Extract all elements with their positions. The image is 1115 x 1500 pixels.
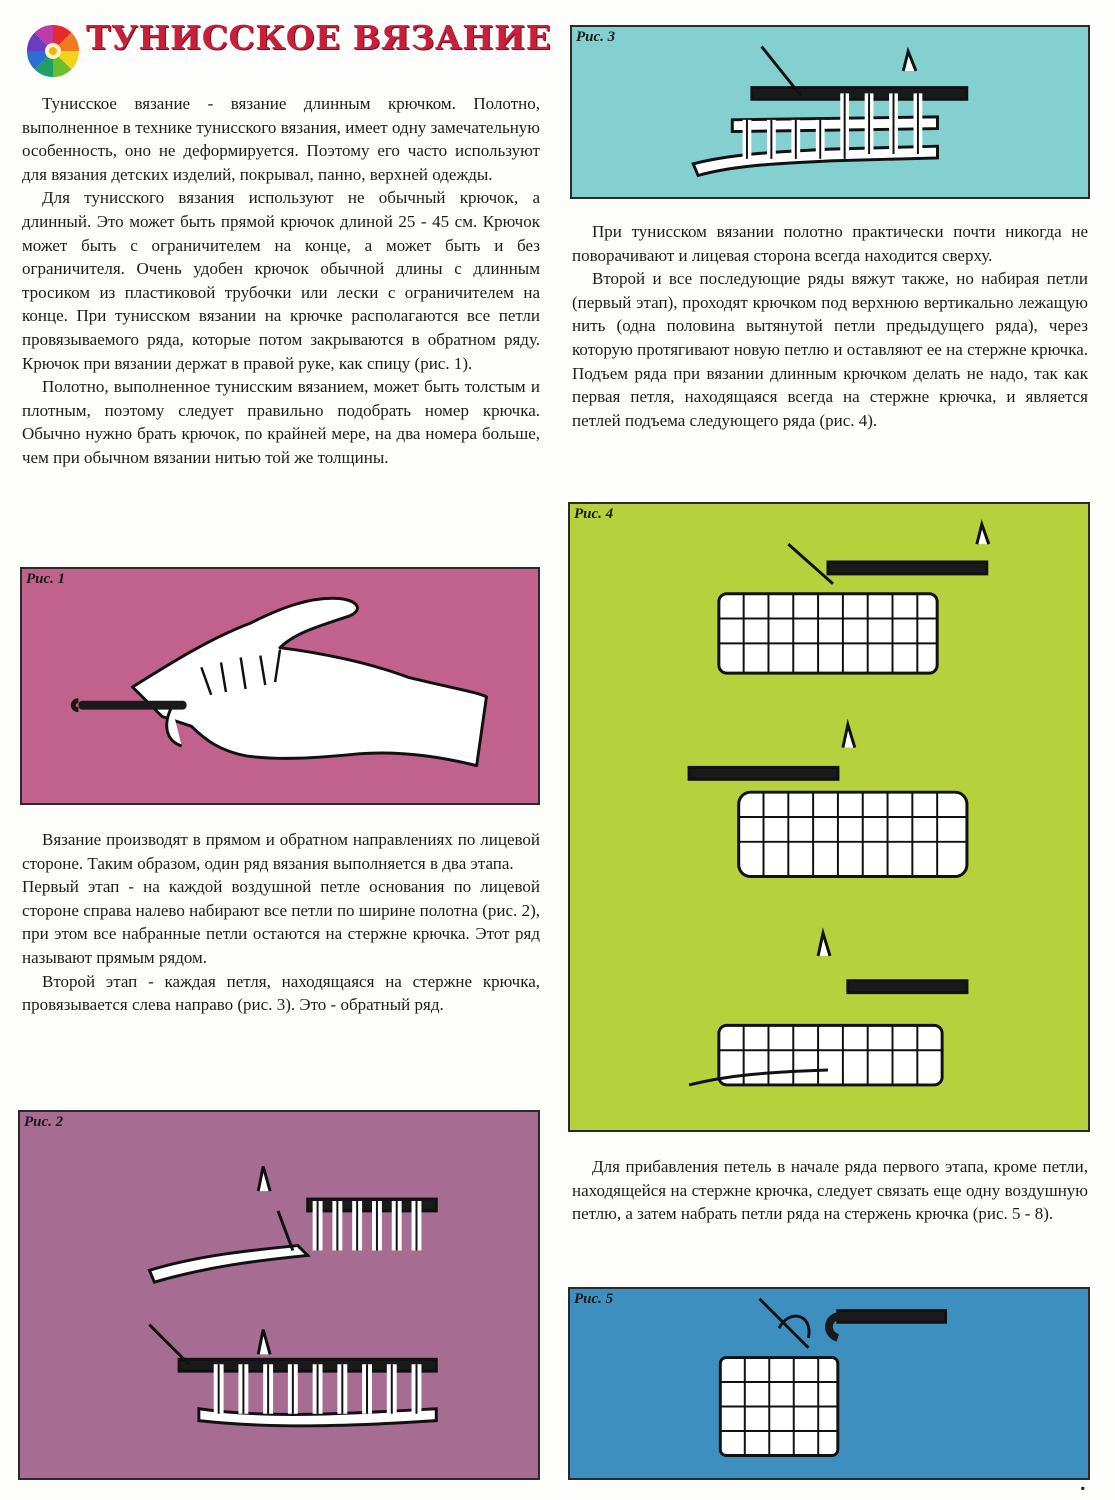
middle-paragraph-1: Вязание производят в прямом и обратном направлениях по лицевой стороне. Таким образом, один ряд вязания выполняется в два этапа. <box>22 830 540 873</box>
rainbow-wheel-logo-icon <box>26 24 80 78</box>
increase-stitch-illustration <box>570 1289 1088 1478</box>
page-mark: ▪ <box>1080 1481 1085 1495</box>
right-paragraph-1: При тунисском вязании полотно практически почти никогда не поворачивают и лицевая сторона всегда находится сверху. <box>572 222 1088 265</box>
figure-3 <box>570 25 1090 199</box>
figure-1-label: Рис. 1 <box>26 571 66 587</box>
reverse-row-illustration <box>572 27 1088 197</box>
page-title: ТУНИССКОЕ ВЯЗАНИЕ <box>86 18 552 57</box>
middle-paragraph-3: Второй этап - каждая петля, находящаяся на стержне крючка, провязывается слева направо (рис. 3). Это - обратный ряд. <box>22 971 540 1015</box>
right-bottom-text <box>572 1155 1088 1226</box>
figure-4 <box>568 502 1090 1132</box>
intro-paragraph-1: Тунисское вязание - вязание длинным крючком. Полотно, выполненное в технике тунисского вязания, имеет одну замечательную особенность, оно не деформируется. Поэтому его часто используют для вязания детских изделий, покрывал, панно, верхней одежды. <box>22 94 540 184</box>
figure-4-label: Рис. 4 <box>574 506 614 522</box>
intro-text <box>22 92 540 470</box>
second-row-illustration <box>570 504 1088 1130</box>
right-paragraph-3: Для прибавления петель в начале ряда первого этапа, кроме петли, находящейся на стержне крючка, следует связать еще одну воздушную петлю, а затем набрать петли ряда на стержень крючка (рис. 5 - 8). <box>572 1157 1088 1224</box>
figure-5-label: Рис. 5 <box>574 1291 614 1307</box>
right-top-text <box>572 220 1088 432</box>
figure-2-label: Рис. 2 <box>24 1114 64 1130</box>
figure-5 <box>568 1287 1090 1480</box>
middle-paragraph-2: Первый этап - на каждой воздушной петле основания по лицевой стороне справа налево набирают все петли по ширине полотна (рис. 2), при этом все набранные петли остаются на стержне крючка. Этот ряд называют прямым рядом. <box>22 877 540 967</box>
intro-paragraph-2: Для тунисского вязания используют не обычный крючок, а длинный. Это может быть прямой крючок длиной 25 - 45 см. Крючок может быть с ограничителем на конце, а может быть и без ограничителя. Очень удобен крючок обычной длины с длинным тросиком из пластиковой трубочки или лески с ограничителем на конце. При тунисском вязании на крючке располагаются все петли провязываемого ряда, которые потом закрываются в обратном ряду. Крючок при вязании держат в правой руке, как спицу (рис. 1). <box>22 188 540 373</box>
right-paragraph-2: Второй и все последующие ряды вяжут также, но набирая петли (первый этап), проходят крючком под верхнюю вертикально лежащую нить (одна половина вытянутой петли предыдущего ряда), через которую протягивают новую петлю и оставляют ее на стержне крючка. Подъем ряда при вязании длинным крючком делать не надо, так как первая петля, находящаяся всегда на стержне крючка, и является петлей подъема следующего ряда (рис. 4). <box>572 269 1088 430</box>
intro-paragraph-3: Полотно, выполненное тунисским вязанием, может быть толстым и плотным, поэтому следует правильно подобрать номер крючка. Обычно нужно брать крючок, по крайней мере, на два номера больше, чем при обычном вязании нитью той же толщины. <box>22 377 540 467</box>
figure-1 <box>20 567 540 805</box>
hand-holding-hook-illustration <box>22 569 538 803</box>
middle-text <box>22 828 540 1017</box>
figure-3-label: Рис. 3 <box>576 29 616 45</box>
figure-2 <box>18 1110 540 1480</box>
forward-row-illustration <box>20 1112 538 1478</box>
